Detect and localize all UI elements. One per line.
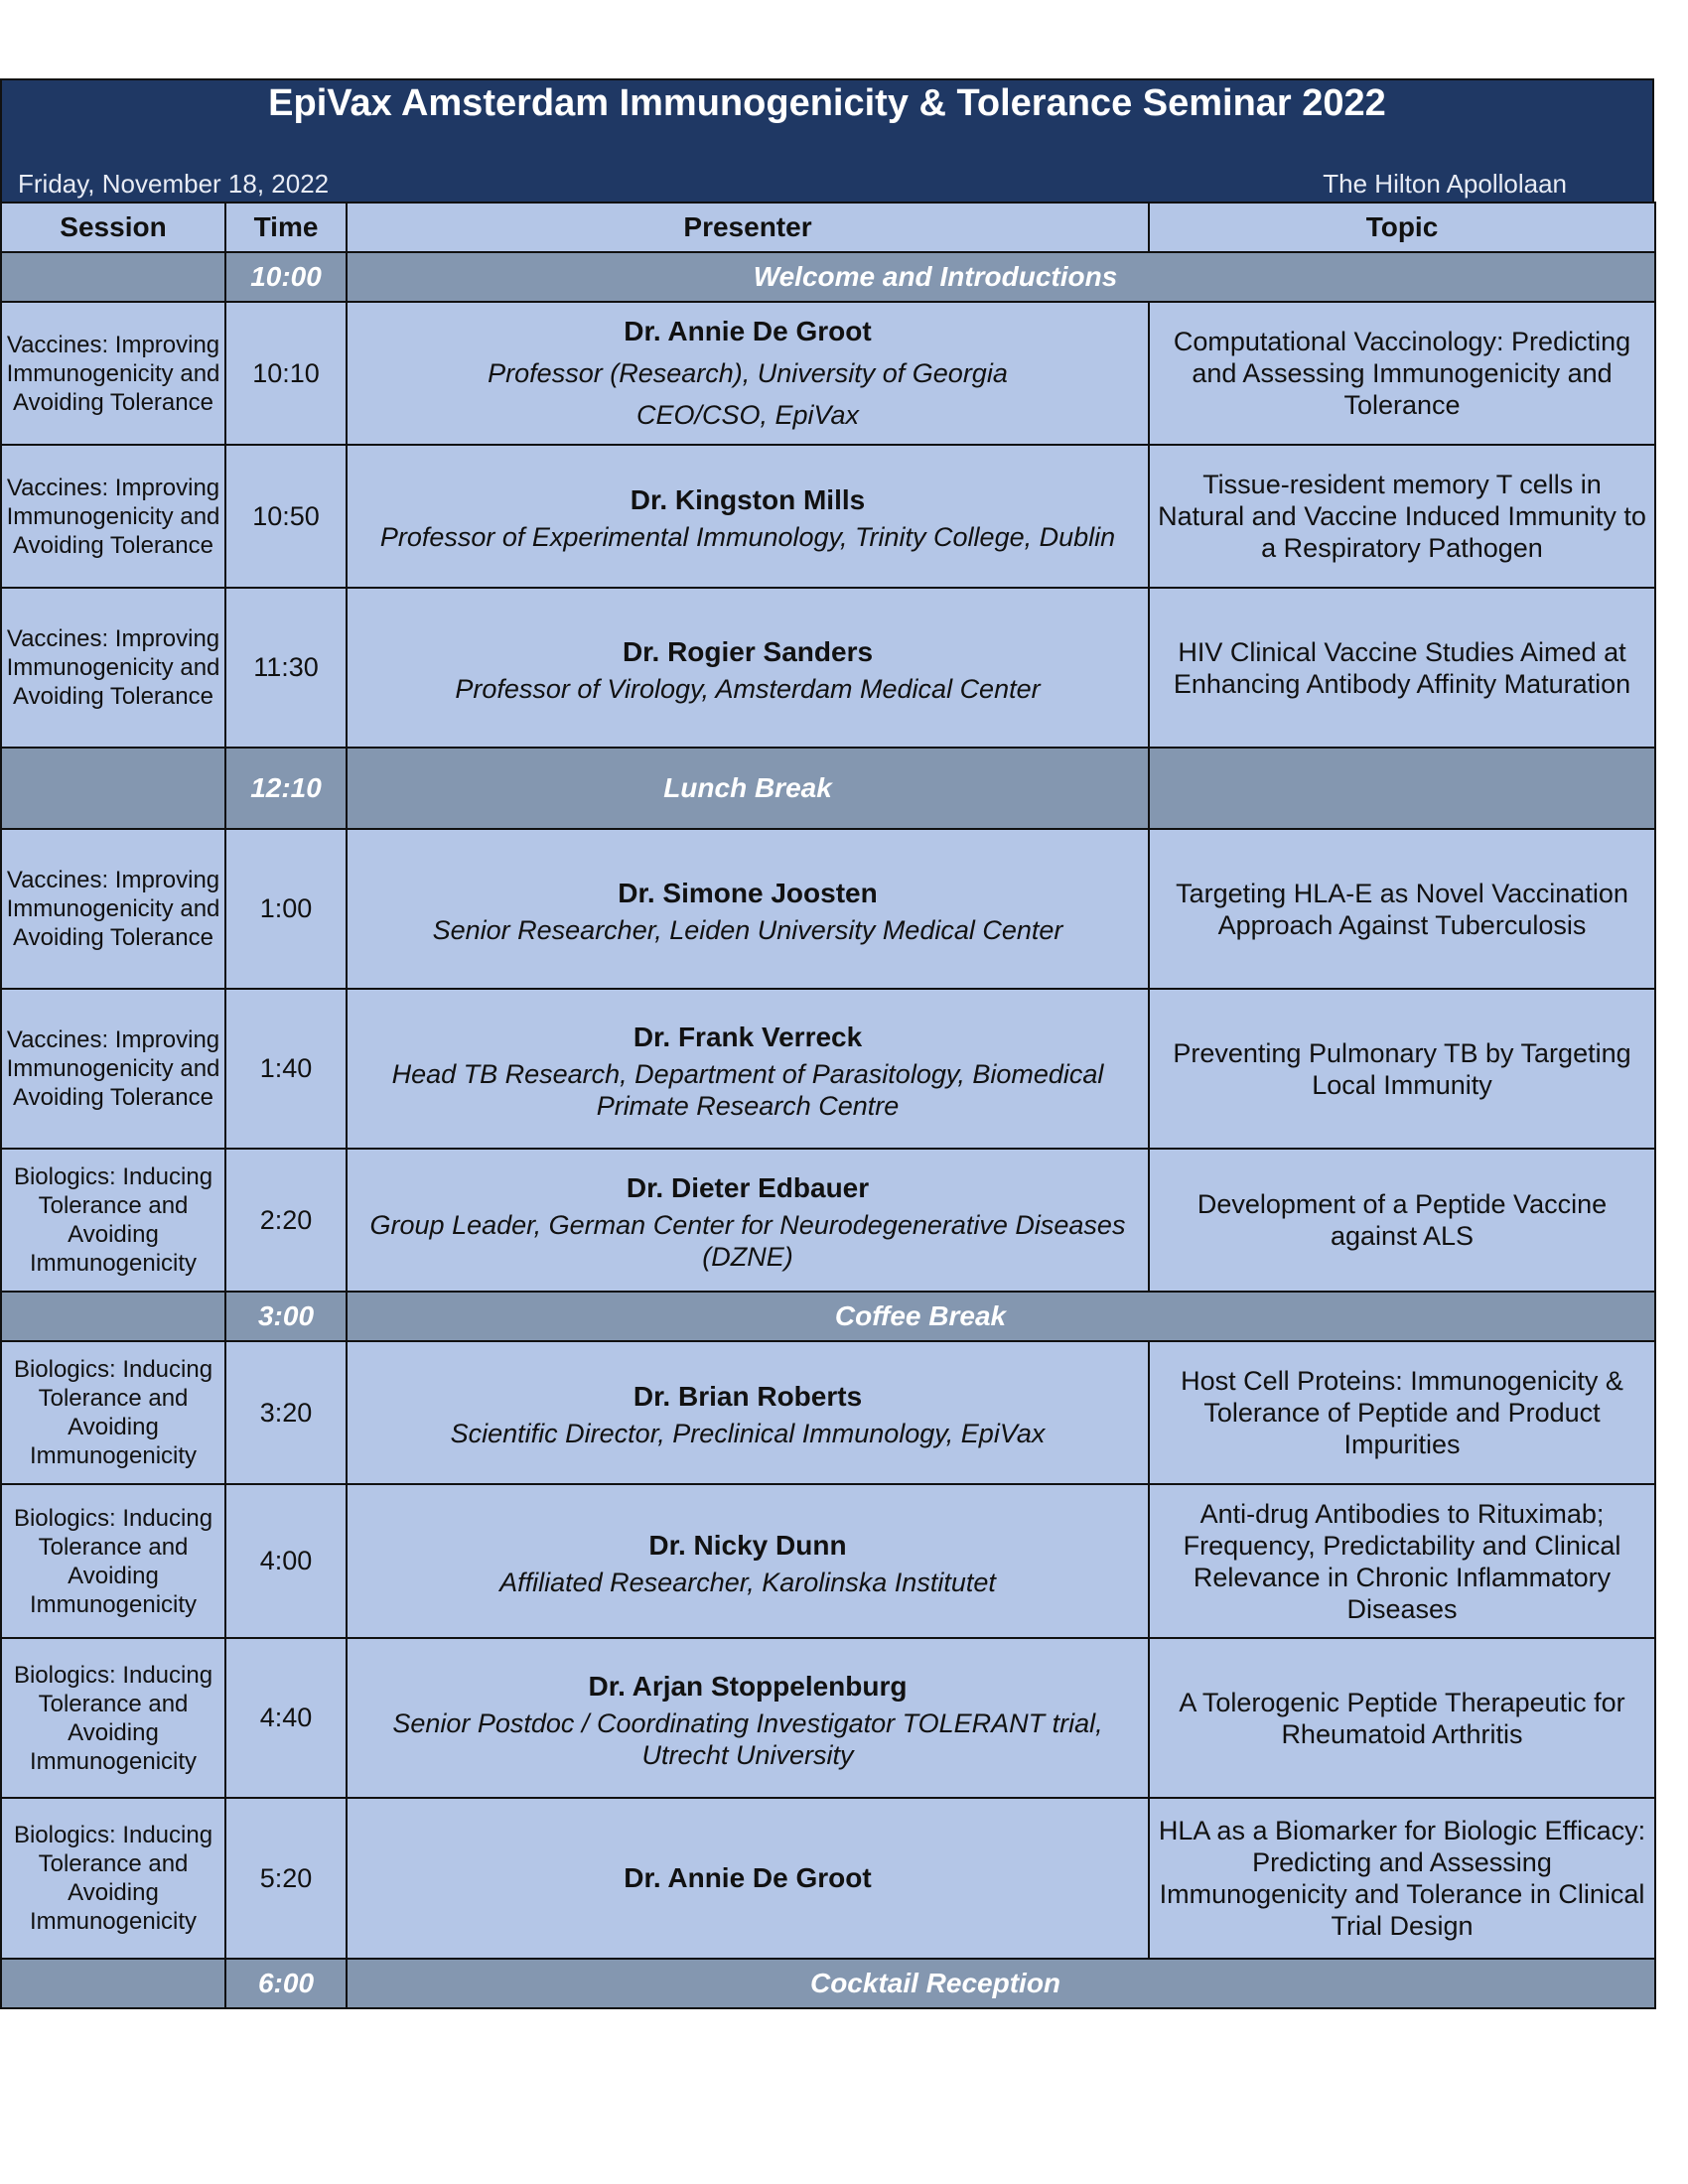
presenter-name: Dr. Brian Roberts bbox=[633, 1381, 863, 1412]
time-cell: 2:20 bbox=[225, 1149, 347, 1292]
presenter-cell bbox=[347, 1638, 1149, 1798]
table-row bbox=[1, 1341, 1655, 1484]
topic-cell: Targeting HLA-E as Novel Vaccination Approach Against Tuberculosis bbox=[1149, 829, 1655, 989]
break-row-cocktail bbox=[1, 1959, 1655, 2008]
time-cell: 10:50 bbox=[225, 445, 347, 588]
break-session-cell bbox=[1, 1292, 225, 1341]
session-cell: Biologics: Inducing Tolerance and Avoiding Immunogenicity bbox=[1, 1341, 225, 1484]
presenter-name: Dr. Rogier Sanders bbox=[622, 635, 874, 667]
presenter-affiliation-2: CEO/CSO, EpiVax bbox=[635, 400, 860, 430]
column-header-topic: Topic bbox=[1149, 203, 1655, 252]
topic-cell: Tissue-resident memory T cells in Natural and Vaccine Induced Immunity to a Respiratory Pathogen bbox=[1149, 445, 1655, 588]
table-row bbox=[1, 1798, 1655, 1959]
time-cell: 11:30 bbox=[225, 588, 347, 748]
presenter-name: Dr. Annie De Groot bbox=[624, 1862, 872, 1893]
event-date: Friday, November 18, 2022 bbox=[18, 169, 330, 199]
time-cell: 4:40 bbox=[225, 1638, 347, 1798]
presenter-cell bbox=[347, 829, 1149, 989]
header-row bbox=[1, 203, 1655, 252]
session-cell: Biologics: Inducing Tolerance and Avoiding Immunogenicity bbox=[1, 1149, 225, 1292]
break-label: Cocktail Reception bbox=[347, 1959, 1655, 2008]
time-cell: 1:40 bbox=[225, 989, 347, 1149]
topic-cell: Computational Vaccinology: Predicting and Assessing Immunogenicity and Tolerance bbox=[1149, 302, 1655, 445]
presenter-affiliation: Professor (Research), University of Georgia bbox=[488, 358, 1008, 388]
page-title: EpiVax Amsterdam Immunogenicity & Tolerance Seminar 2022 bbox=[268, 82, 1386, 124]
time-cell: 4:00 bbox=[225, 1484, 347, 1638]
presenter-cell bbox=[347, 302, 1149, 445]
presenter-name: Dr. Nicky Dunn bbox=[648, 1529, 847, 1561]
topic-cell: Development of a Peptide Vaccine against ALS bbox=[1149, 1149, 1655, 1292]
presenter-name: Dr. Kingston Mills bbox=[630, 484, 866, 515]
presenter-cell bbox=[347, 1341, 1149, 1484]
topic-cell: Host Cell Proteins: Immunogenicity & Tolerance of Peptide and Product Impurities bbox=[1149, 1341, 1655, 1484]
break-session-cell bbox=[1, 252, 225, 302]
table-row bbox=[1, 588, 1655, 748]
session-cell: Vaccines: Improving Immunogenicity and Avoiding Tolerance bbox=[1, 445, 225, 588]
topic-cell: HIV Clinical Vaccine Studies Aimed at Enhancing Antibody Affinity Maturation bbox=[1149, 588, 1655, 748]
presenter-affiliation: Senior Researcher, Leiden University Medical Center bbox=[432, 914, 1063, 945]
table-row bbox=[1, 1484, 1655, 1638]
table-row bbox=[1, 445, 1655, 588]
presenter-affiliation: Scientific Director, Preclinical Immunology, EpiVax bbox=[450, 1419, 1046, 1448]
presenter-name: Dr. Arjan Stoppelenburg bbox=[588, 1670, 908, 1702]
event-venue: The Hilton Apollolaan bbox=[1323, 169, 1567, 199]
presenter-name: Dr. Frank Verreck bbox=[633, 1021, 863, 1052]
break-time: 3:00 bbox=[225, 1292, 347, 1341]
presenter-name: Dr. Simone Joosten bbox=[618, 877, 878, 908]
topic-cell: HLA as a Biomarker for Biologic Efficacy: Predicting and Assessing Immunogenicity and Tolerance in Clinical Trial Design bbox=[1149, 1798, 1655, 1959]
agenda-table bbox=[0, 202, 1656, 2009]
break-topic-cell bbox=[1149, 748, 1655, 829]
session-cell: Vaccines: Improving Immunogenicity and Avoiding Tolerance bbox=[1, 588, 225, 748]
presenter-cell bbox=[347, 1798, 1149, 1959]
column-header-session: Session bbox=[1, 203, 225, 252]
presenter-cell bbox=[347, 1484, 1149, 1638]
presenter-cell bbox=[347, 445, 1149, 588]
break-row-lunch bbox=[1, 748, 1655, 829]
break-time: 12:10 bbox=[225, 748, 347, 829]
session-cell: Vaccines: Improving Immunogenicity and Avoiding Tolerance bbox=[1, 829, 225, 989]
topic-cell: Anti-drug Antibodies to Rituximab; Frequency, Predictability and Clinical Relevance in Chronic Inflammatory Diseases bbox=[1149, 1484, 1655, 1638]
session-cell: Vaccines: Improving Immunogenicity and Avoiding Tolerance bbox=[1, 989, 225, 1149]
time-cell: 1:00 bbox=[225, 829, 347, 989]
break-time: 10:00 bbox=[225, 252, 347, 302]
presenter-name: Dr. Annie De Groot bbox=[624, 316, 872, 346]
time-cell: 10:10 bbox=[225, 302, 347, 445]
table-row bbox=[1, 829, 1655, 989]
break-session-cell bbox=[1, 1959, 225, 2008]
topic-cell: Preventing Pulmonary TB by Targeting Local Immunity bbox=[1149, 989, 1655, 1149]
presenter-affiliation: Professor of Experimental Immunology, Trinity College, Dublin bbox=[379, 522, 1116, 552]
presenter-affiliation: Professor of Virology, Amsterdam Medical Center bbox=[455, 673, 1041, 704]
table-row bbox=[1, 989, 1655, 1149]
presenter-affiliation: Affiliated Researcher, Karolinska Institutet bbox=[499, 1567, 996, 1597]
break-row-coffee bbox=[1, 1292, 1655, 1341]
column-header-time: Time bbox=[225, 203, 347, 252]
presenter-name: Dr. Dieter Edbauer bbox=[626, 1172, 870, 1203]
break-row-welcome bbox=[1, 252, 1655, 302]
presenter-affiliation: Group Leader, German Center for Neurodegenerative Diseases (DZNE) bbox=[369, 1210, 1126, 1272]
time-cell: 3:20 bbox=[225, 1341, 347, 1484]
presenter-affiliation: Senior Postdoc / Coordinating Investigator TOLERANT trial, Utrecht University bbox=[392, 1707, 1103, 1770]
agenda-sheet bbox=[0, 78, 1654, 2009]
break-label: Lunch Break bbox=[347, 748, 1149, 829]
column-header-presenter: Presenter bbox=[347, 203, 1149, 252]
break-time: 6:00 bbox=[225, 1959, 347, 2008]
break-label: Welcome and Introductions bbox=[347, 252, 1655, 302]
table-row bbox=[1, 1149, 1655, 1292]
session-cell: Biologics: Inducing Tolerance and Avoiding Immunogenicity bbox=[1, 1484, 225, 1638]
presenter-cell bbox=[347, 1149, 1149, 1292]
break-label: Coffee Break bbox=[347, 1292, 1655, 1341]
table-row bbox=[1, 1638, 1655, 1798]
session-cell: Biologics: Inducing Tolerance and Avoiding Immunogenicity bbox=[1, 1798, 225, 1959]
session-cell: Vaccines: Improving Immunogenicity and Avoiding Tolerance bbox=[1, 302, 225, 445]
break-session-cell bbox=[1, 748, 225, 829]
table-row bbox=[1, 302, 1655, 445]
time-cell: 5:20 bbox=[225, 1798, 347, 1959]
topic-cell: A Tolerogenic Peptide Therapeutic for Rheumatoid Arthritis bbox=[1149, 1638, 1655, 1798]
presenter-cell bbox=[347, 989, 1149, 1149]
presenter-cell bbox=[347, 588, 1149, 748]
presenter-affiliation: Head TB Research, Department of Parasitology, Biomedical Primate Research Centre bbox=[391, 1058, 1104, 1121]
session-cell: Biologics: Inducing Tolerance and Avoiding Immunogenicity bbox=[1, 1638, 225, 1798]
title-bar bbox=[0, 78, 1654, 202]
